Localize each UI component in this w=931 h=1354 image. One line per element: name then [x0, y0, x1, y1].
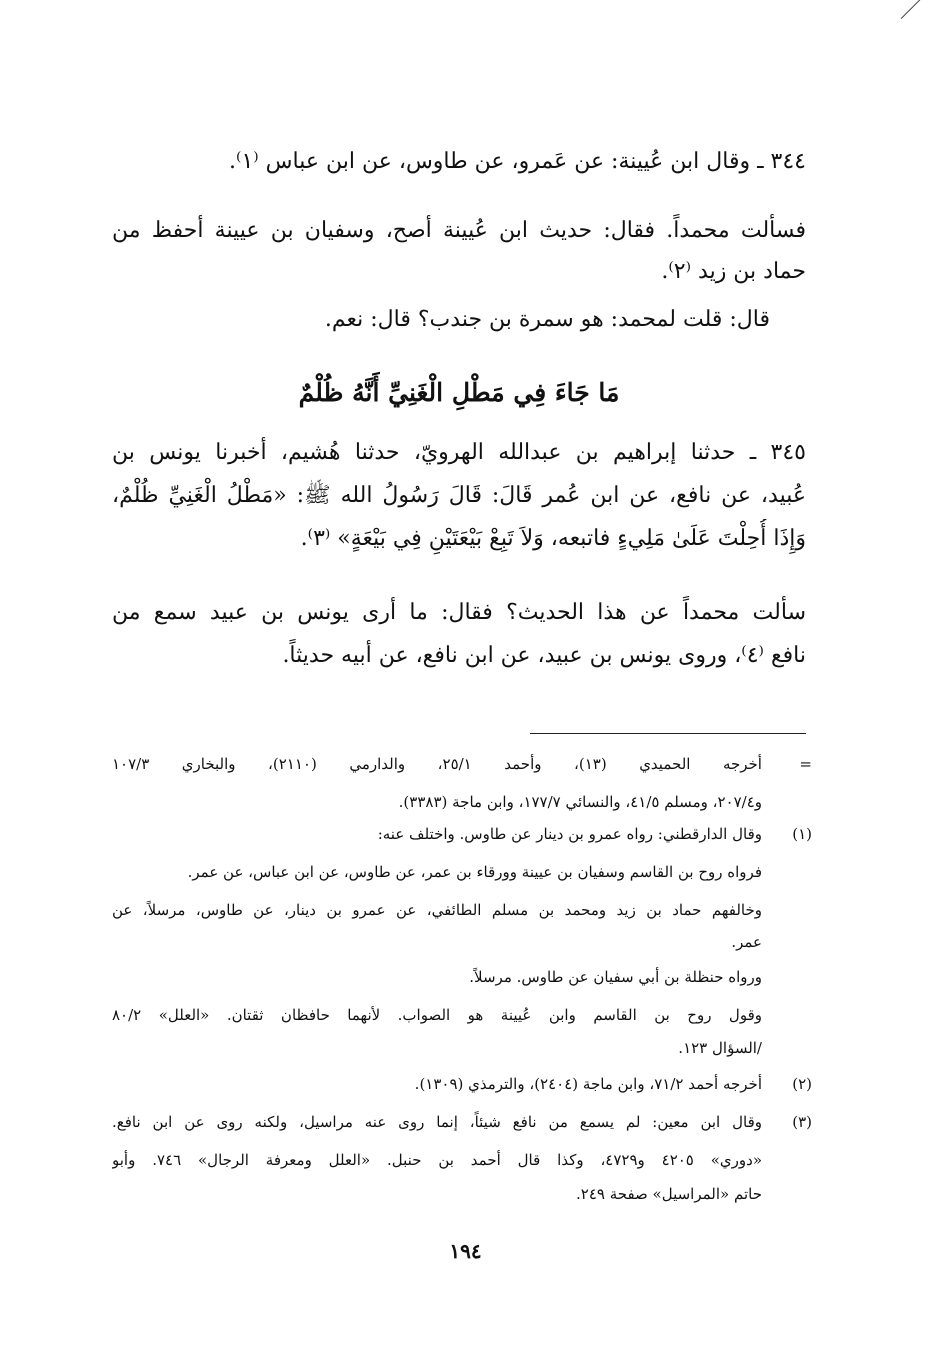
footnote-continuation-marker: = — [799, 755, 812, 773]
hadith-344-comment-line-1: فسألت محمداً. فقال: حديث ابن عُيينة أصح، وسفيان بن عيينة أحفظ من — [112, 218, 806, 243]
footnote-continuation-line: و٢٠٧/٤، ومسلم ٤١/٥، والنسائي ١٧٧/٧، وابن ماجة (٣٣٨٣). — [398, 793, 762, 811]
footnote-1-line: /السؤال ١٢٣. — [678, 1039, 762, 1057]
hadith-345-line-3: وَإِذَا أُحِلْتَ عَلَىٰ مَلِيءٍ فاتبعه، وَلاَ تَبِعْ بَيْعَتَيْنِ فِي بَيْعَةٍ» ⁽٣⁾. — [300, 526, 806, 551]
footnote-3-line: حاتم «المراسيل» صفحة ٢٤٩. — [576, 1185, 762, 1203]
hadith-345-line-1: ٣٤٥ ـ حدثنا إبراهيم بن عبدالله الهرويّ، حدثنا هُشيم، أخبرنا يونس بن — [112, 440, 806, 465]
hadith-344-comment-line-3: قال: قلت لمحمد: هو سمرة بن جندب؟ قال: نعم. — [324, 307, 770, 332]
footnote-1-marker: (١) — [792, 825, 812, 843]
footnote-3-line: «دوري» ٤٢٠٥ و٤٧٢٩، وكذا قال أحمد بن حنبل. «العلل ومعرفة الرجال» ٧٤٦. وأبو — [112, 1151, 762, 1169]
footnote-1-line: عمر. — [731, 933, 762, 951]
footnote-1-line: وخالفهم حماد بن زيد ومحمد بن مسلم الطائفي، عن عمرو بن دينار، عن طاوس، مرسلاً، عن — [112, 901, 762, 919]
footnote-1-line: وقال الدارقطني: رواه عمرو بن دينار عن طاوس. واختلف عنه: — [377, 825, 762, 843]
hadith-344-comment-line-2: حماد بن زيد ⁽٢⁾. — [661, 259, 806, 284]
footnote-3-marker: (٣) — [792, 1113, 812, 1131]
hadith-345-comment-line-1: سألت محمداً عن هذا الحديث؟ فقال: ما أرى يونس بن عبيد سمع من — [112, 600, 806, 625]
scan-corner-mark — [901, 0, 930, 19]
footnote-1-line: فرواه روح بن القاسم وسفيان بن عيينة وورقاء بن عمر، عن طاوس، عن ابن عباس، عن عمر. — [187, 863, 762, 881]
chapter-heading: مَا جَاءَ فِي مَطْلِ الْغَنِيِّ أَنَّهُ ظُلْمٌ — [298, 378, 620, 407]
hadith-345-line-2: عُبيد، عن نافع، عن ابن عُمر قَالَ: قَالَ رَسُولُ الله ﷺ: «مَطْلُ الْغَنِيِّ ظُلْمٌ، — [112, 483, 806, 508]
footnote-2-line: أخرجه أحمد ٧١/٢، وابن ماجة (٢٤٠٤)، والترمذي (١٣٠٩). — [414, 1075, 762, 1093]
footnote-1-line: ورواه حنظلة بن أبي سفيان عن طاوس. مرسلاً. — [469, 968, 762, 986]
footnote-3-line: وقال ابن معين: لم يسمع من نافع شيئاً، إنما روى عنه مراسيل، ولكنه روى عن ابن نافع. — [112, 1113, 762, 1131]
page-number: ١٩٤ — [449, 1239, 482, 1263]
footnote-continuation-line: أخرجه الحميدي (١٣)، وأحمد ٢٥/١، والدارمي (٢١١٠)، والبخاري ١٠٧/٣ — [112, 755, 762, 773]
footnote-2-marker: (٢) — [792, 1075, 812, 1093]
hadith-344-line-1: ٣٤٤ ـ وقال ابن عُيينة: عن عَمرو، عن طاوس، عن ابن عباس ⁽١⁾. — [229, 149, 806, 174]
footnote-separator — [530, 733, 806, 734]
hadith-345-comment-line-2: نافع ⁽٤⁾، وروى يونس بن عبيد، عن ابن نافع، عن أبيه حديثاً. — [282, 643, 806, 668]
footnote-1-line: وقول روح بن القاسم وابن عُيينة هو الصواب. لأنهما حافظان ثقتان. «العلل» ٨٠/٢ — [112, 1006, 762, 1024]
